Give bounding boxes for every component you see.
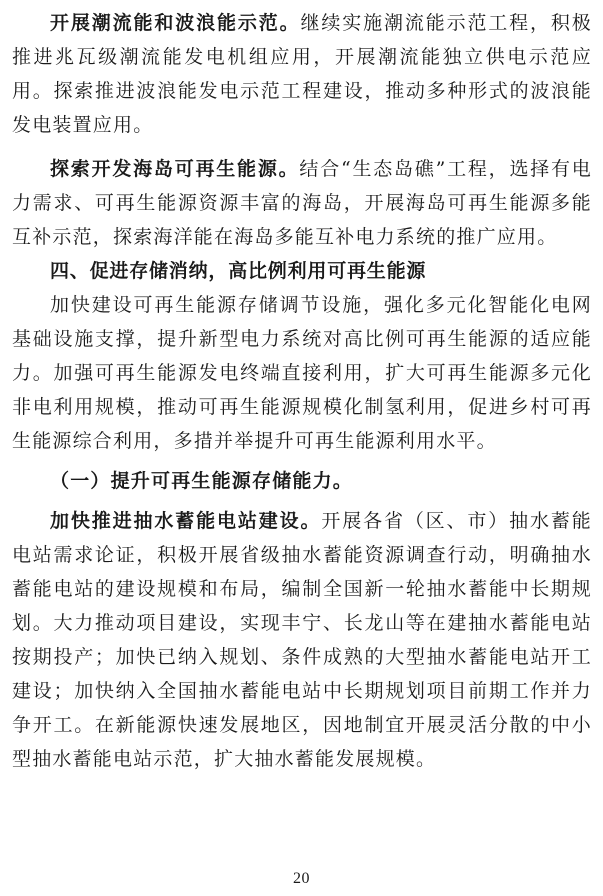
section-intro: 加快建设可再生能源存储调节设施，强化多元化智能化电网基础设施支撑，提升新型电力系统对高比例可再生能源的适应能力。加强可再生能源发电终端直接利用，扩大可再生能源多元化非电利用规模，推动可再生能源规模化制氢利用，促进乡村可再生能源综合利用，多措并举提升可再生能源利用水平。 [12, 294, 592, 452]
section-heading: 四、促进存储消纳，高比例利用可再生能源 [50, 260, 427, 282]
paragraph-island-energy [12, 152, 592, 254]
paragraph-lead: 加快推进抽水蓄能电站建设。 [50, 510, 322, 532]
subsection-heading: （一）提升可再生能源存储能力。 [50, 470, 354, 492]
paragraph-lead: 探索开发海岛可再生能源。 [50, 158, 300, 180]
paragraph-body: 开展各省（区、市）抽水蓄能电站需求论证，积极开展省级抽水蓄能资源调查行动，明确抽水蓄能电站的建设规模和布局，编制全国新一轮抽水蓄能中长期规划。大力推动项目建设，实现丰宁、长龙山等在建抽水蓄能电站按期投产；加快已纳入规划、条件成熟的大型抽水蓄能电站开工建设；加快纳入全国抽水蓄能电站中长期规划项目前期工作并力争开工。在新能源快速发展地区，因地制宜开展灵活分散的中小型抽水蓄能电站示范，扩大抽水蓄能发展规模。 [12, 510, 592, 770]
paragraph-tidal-wave [12, 6, 592, 142]
paragraph-body: 结合“生态岛礁”工程，选择有电力需求、可再生能源资源丰富的海岛，开展海岛可再生能源多能互补示范，探索海洋能在海岛多能互补电力系统的推广应用。 [12, 158, 592, 248]
document-page [12, 6, 592, 776]
page-number: 20 [293, 870, 310, 887]
paragraph-lead: 开展潮流能和波浪能示范。 [50, 12, 301, 34]
paragraph-body: 继续实施潮流能示范工程，积极推进兆瓦级潮流能发电机组应用，开展潮流能独立供电示范应用。探索推进波浪能发电示范工程建设，推动多种形式的波浪能发电装置应用。 [12, 12, 592, 136]
paragraph-pumped-storage [12, 504, 592, 776]
